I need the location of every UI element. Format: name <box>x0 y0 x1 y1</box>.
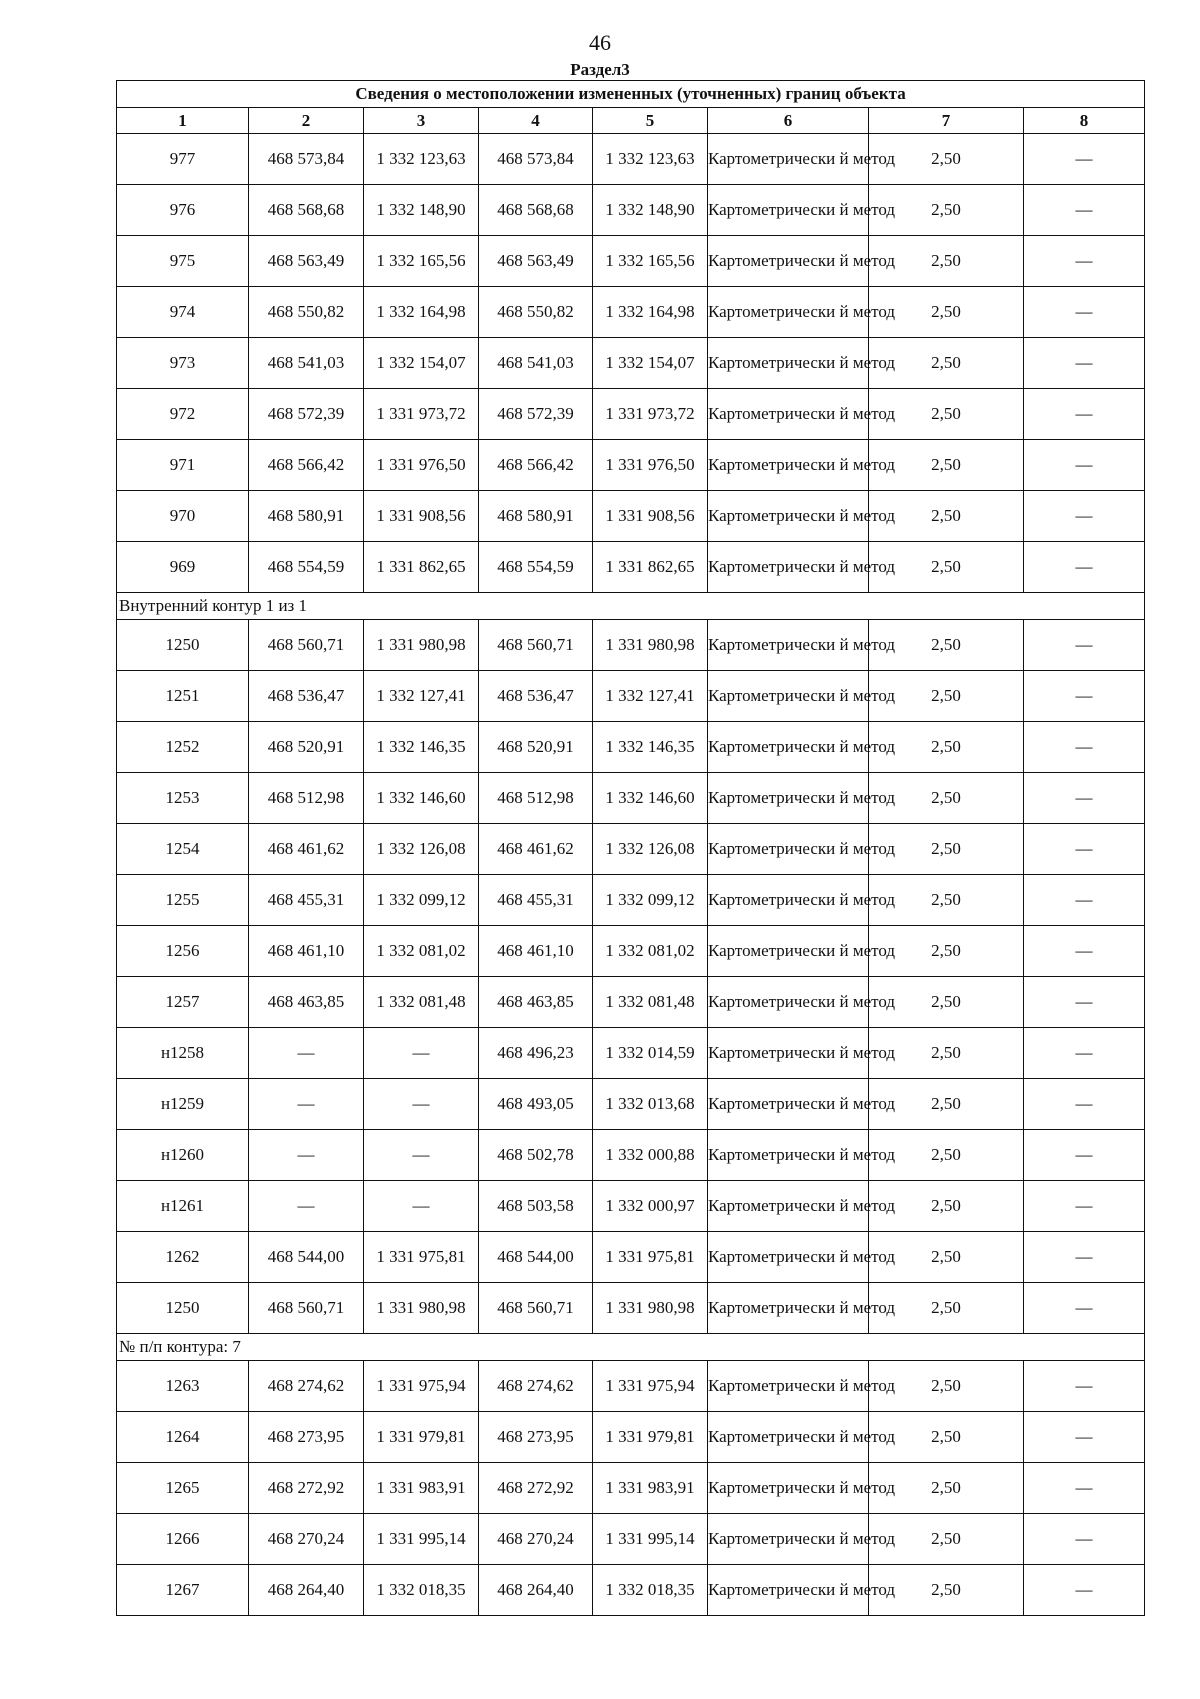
point-number-cell: 1264 <box>117 1412 249 1463</box>
existing-y-cell: — <box>364 1028 479 1079</box>
new-x-cell: 468 274,62 <box>479 1361 593 1412</box>
point-number-cell: 972 <box>117 389 249 440</box>
method-cell: Картометрически й метод <box>708 185 869 236</box>
existing-x-cell: — <box>249 1028 364 1079</box>
contour-label-row <box>117 593 1145 620</box>
existing-y-cell: 1 331 975,94 <box>364 1361 479 1412</box>
new-y-cell: 1 331 980,98 <box>593 1283 708 1334</box>
description-cell: — <box>1024 338 1145 389</box>
table-row <box>117 236 1145 287</box>
point-number-cell: 1265 <box>117 1463 249 1514</box>
method-cell: Картометрически й метод <box>708 1565 869 1616</box>
existing-x-cell: 468 270,24 <box>249 1514 364 1565</box>
existing-x-cell: 468 520,91 <box>249 722 364 773</box>
existing-x-cell: 468 554,59 <box>249 542 364 593</box>
table-row <box>117 1232 1145 1283</box>
method-cell: Картометрически й метод <box>708 1130 869 1181</box>
table-row <box>117 389 1145 440</box>
existing-y-cell: 1 332 123,63 <box>364 134 479 185</box>
table-row <box>117 773 1145 824</box>
new-x-cell: 468 572,39 <box>479 389 593 440</box>
new-y-cell: 1 332 013,68 <box>593 1079 708 1130</box>
new-y-cell: 1 332 081,02 <box>593 926 708 977</box>
method-cell: Картометрически й метод <box>708 1361 869 1412</box>
point-number-cell: 1253 <box>117 773 249 824</box>
method-cell: Картометрически й метод <box>708 1028 869 1079</box>
point-number-cell: 969 <box>117 542 249 593</box>
column-header: 6 <box>708 108 869 134</box>
table-row <box>117 1283 1145 1334</box>
existing-y-cell: 1 332 126,08 <box>364 824 479 875</box>
point-number-cell: 1250 <box>117 1283 249 1334</box>
table-row <box>117 134 1145 185</box>
description-cell: — <box>1024 1361 1145 1412</box>
new-y-cell: 1 331 983,91 <box>593 1463 708 1514</box>
method-cell: Картометрически й метод <box>708 620 869 671</box>
method-cell: Картометрически й метод <box>708 389 869 440</box>
accuracy-cell: 2,50 <box>869 1412 1024 1463</box>
accuracy-cell: 2,50 <box>869 491 1024 542</box>
point-number-cell: 1255 <box>117 875 249 926</box>
contour-label: Внутренний контур 1 из 1 <box>117 593 1145 620</box>
accuracy-cell: 2,50 <box>869 1232 1024 1283</box>
description-cell: — <box>1024 824 1145 875</box>
table-body <box>117 134 1145 1616</box>
point-number-cell: 1250 <box>117 620 249 671</box>
new-x-cell: 468 554,59 <box>479 542 593 593</box>
table-row <box>117 491 1145 542</box>
existing-x-cell: 468 580,91 <box>249 491 364 542</box>
accuracy-cell: 2,50 <box>869 824 1024 875</box>
new-y-cell: 1 331 862,65 <box>593 542 708 593</box>
existing-y-cell: 1 332 164,98 <box>364 287 479 338</box>
description-cell: — <box>1024 440 1145 491</box>
point-number-cell: 977 <box>117 134 249 185</box>
accuracy-cell: 2,50 <box>869 134 1024 185</box>
point-number-cell: 971 <box>117 440 249 491</box>
description-cell: — <box>1024 542 1145 593</box>
table-row <box>117 287 1145 338</box>
table-row <box>117 1565 1145 1616</box>
new-y-cell: 1 332 148,90 <box>593 185 708 236</box>
table-row <box>117 338 1145 389</box>
description-cell: — <box>1024 875 1145 926</box>
column-header: 1 <box>117 108 249 134</box>
accuracy-cell: 2,50 <box>869 620 1024 671</box>
new-y-cell: 1 332 000,88 <box>593 1130 708 1181</box>
existing-y-cell: 1 332 127,41 <box>364 671 479 722</box>
existing-y-cell: 1 331 862,65 <box>364 542 479 593</box>
new-x-cell: 468 568,68 <box>479 185 593 236</box>
existing-y-cell: — <box>364 1181 479 1232</box>
accuracy-cell: 2,50 <box>869 1181 1024 1232</box>
new-y-cell: 1 331 979,81 <box>593 1412 708 1463</box>
method-cell: Картометрически й метод <box>708 287 869 338</box>
table-row <box>117 1361 1145 1412</box>
existing-y-cell: 1 331 980,98 <box>364 1283 479 1334</box>
column-header: 7 <box>869 108 1024 134</box>
existing-y-cell: 1 331 908,56 <box>364 491 479 542</box>
existing-y-cell: 1 332 146,60 <box>364 773 479 824</box>
new-y-cell: 1 332 123,63 <box>593 134 708 185</box>
new-y-cell: 1 332 165,56 <box>593 236 708 287</box>
new-x-cell: 468 272,92 <box>479 1463 593 1514</box>
existing-x-cell: 468 273,95 <box>249 1412 364 1463</box>
accuracy-cell: 2,50 <box>869 1283 1024 1334</box>
existing-x-cell: 468 264,40 <box>249 1565 364 1616</box>
existing-x-cell: 468 560,71 <box>249 620 364 671</box>
accuracy-cell: 2,50 <box>869 1079 1024 1130</box>
existing-y-cell: — <box>364 1130 479 1181</box>
new-x-cell: 468 573,84 <box>479 134 593 185</box>
new-x-cell: 468 512,98 <box>479 773 593 824</box>
table-header-row <box>117 108 1145 134</box>
point-number-cell: н1261 <box>117 1181 249 1232</box>
method-cell: Картометрически й метод <box>708 824 869 875</box>
method-cell: Картометрически й метод <box>708 1514 869 1565</box>
column-header: 3 <box>364 108 479 134</box>
point-number-cell: 1254 <box>117 824 249 875</box>
description-cell: — <box>1024 1130 1145 1181</box>
accuracy-cell: 2,50 <box>869 236 1024 287</box>
accuracy-cell: 2,50 <box>869 977 1024 1028</box>
new-x-cell: 468 544,00 <box>479 1232 593 1283</box>
table-row <box>117 671 1145 722</box>
existing-y-cell: 1 331 975,81 <box>364 1232 479 1283</box>
existing-x-cell: 468 568,68 <box>249 185 364 236</box>
existing-y-cell: — <box>364 1079 479 1130</box>
existing-x-cell: 468 461,10 <box>249 926 364 977</box>
existing-x-cell: 468 550,82 <box>249 287 364 338</box>
existing-y-cell: 1 332 081,02 <box>364 926 479 977</box>
method-cell: Картометрически й метод <box>708 875 869 926</box>
description-cell: — <box>1024 977 1145 1028</box>
description-cell: — <box>1024 1565 1145 1616</box>
method-cell: Картометрически й метод <box>708 1283 869 1334</box>
accuracy-cell: 2,50 <box>869 440 1024 491</box>
description-cell: — <box>1024 773 1145 824</box>
existing-x-cell: — <box>249 1181 364 1232</box>
new-x-cell: 468 566,42 <box>479 440 593 491</box>
contour-label: № п/п контура: 7 <box>117 1334 1145 1361</box>
description-cell: — <box>1024 1232 1145 1283</box>
new-x-cell: 468 463,85 <box>479 977 593 1028</box>
existing-x-cell: 468 573,84 <box>249 134 364 185</box>
method-cell: Картометрически й метод <box>708 338 869 389</box>
existing-x-cell: 468 544,00 <box>249 1232 364 1283</box>
new-y-cell: 1 332 000,97 <box>593 1181 708 1232</box>
description-cell: — <box>1024 926 1145 977</box>
existing-x-cell: 468 272,92 <box>249 1463 364 1514</box>
description-cell: — <box>1024 1412 1145 1463</box>
new-x-cell: 468 520,91 <box>479 722 593 773</box>
accuracy-cell: 2,50 <box>869 1361 1024 1412</box>
point-number-cell: 1252 <box>117 722 249 773</box>
table-row <box>117 1079 1145 1130</box>
method-cell: Картометрически й метод <box>708 542 869 593</box>
existing-y-cell: 1 331 983,91 <box>364 1463 479 1514</box>
new-y-cell: 1 331 975,81 <box>593 1232 708 1283</box>
table-row <box>117 440 1145 491</box>
table-row <box>117 1514 1145 1565</box>
table-row <box>117 1130 1145 1181</box>
new-y-cell: 1 332 081,48 <box>593 977 708 1028</box>
new-y-cell: 1 332 126,08 <box>593 824 708 875</box>
existing-x-cell: 468 461,62 <box>249 824 364 875</box>
existing-x-cell: 468 541,03 <box>249 338 364 389</box>
existing-x-cell: — <box>249 1130 364 1181</box>
point-number-cell: 1263 <box>117 1361 249 1412</box>
method-cell: Картометрически й метод <box>708 440 869 491</box>
accuracy-cell: 2,50 <box>869 1130 1024 1181</box>
method-cell: Картометрически й метод <box>708 671 869 722</box>
existing-y-cell: 1 332 146,35 <box>364 722 479 773</box>
existing-y-cell: 1 331 995,14 <box>364 1514 479 1565</box>
accuracy-cell: 2,50 <box>869 722 1024 773</box>
method-cell: Картометрически й метод <box>708 773 869 824</box>
table-row <box>117 1028 1145 1079</box>
column-header: 8 <box>1024 108 1145 134</box>
table-row <box>117 1463 1145 1514</box>
point-number-cell: 1266 <box>117 1514 249 1565</box>
method-cell: Картометрически й метод <box>708 722 869 773</box>
existing-y-cell: 1 331 973,72 <box>364 389 479 440</box>
existing-x-cell: 468 274,62 <box>249 1361 364 1412</box>
new-y-cell: 1 331 975,94 <box>593 1361 708 1412</box>
new-y-cell: 1 332 127,41 <box>593 671 708 722</box>
existing-x-cell: 468 512,98 <box>249 773 364 824</box>
point-number-cell: н1258 <box>117 1028 249 1079</box>
description-cell: — <box>1024 1514 1145 1565</box>
accuracy-cell: 2,50 <box>869 1565 1024 1616</box>
new-y-cell: 1 331 976,50 <box>593 440 708 491</box>
new-x-cell: 468 270,24 <box>479 1514 593 1565</box>
description-cell: — <box>1024 185 1145 236</box>
page-number: 46 <box>589 30 611 55</box>
existing-y-cell: 1 332 154,07 <box>364 338 479 389</box>
point-number-cell: 1256 <box>117 926 249 977</box>
point-number-cell: н1259 <box>117 1079 249 1130</box>
point-number-cell: 975 <box>117 236 249 287</box>
accuracy-cell: 2,50 <box>869 773 1024 824</box>
new-x-cell: 468 496,23 <box>479 1028 593 1079</box>
accuracy-cell: 2,50 <box>869 926 1024 977</box>
existing-x-cell: 468 463,85 <box>249 977 364 1028</box>
new-x-cell: 468 493,05 <box>479 1079 593 1130</box>
existing-y-cell: 1 332 099,12 <box>364 875 479 926</box>
description-cell: — <box>1024 491 1145 542</box>
point-number-cell: 973 <box>117 338 249 389</box>
existing-y-cell: 1 331 979,81 <box>364 1412 479 1463</box>
new-x-cell: 468 502,78 <box>479 1130 593 1181</box>
new-x-cell: 468 541,03 <box>479 338 593 389</box>
new-x-cell: 468 273,95 <box>479 1412 593 1463</box>
new-x-cell: 468 455,31 <box>479 875 593 926</box>
method-cell: Картометрически й метод <box>708 1232 869 1283</box>
new-y-cell: 1 331 980,98 <box>593 620 708 671</box>
description-cell: — <box>1024 671 1145 722</box>
accuracy-cell: 2,50 <box>869 542 1024 593</box>
description-cell: — <box>1024 1181 1145 1232</box>
description-cell: — <box>1024 620 1145 671</box>
method-cell: Картометрически й метод <box>708 1412 869 1463</box>
description-cell: — <box>1024 236 1145 287</box>
method-cell: Картометрически й метод <box>708 134 869 185</box>
table-row <box>117 824 1145 875</box>
contour-label-row <box>117 1334 1145 1361</box>
point-number-cell: 1257 <box>117 977 249 1028</box>
table-row <box>117 1181 1145 1232</box>
existing-x-cell: 468 455,31 <box>249 875 364 926</box>
accuracy-cell: 2,50 <box>869 338 1024 389</box>
point-number-cell: н1260 <box>117 1130 249 1181</box>
new-y-cell: 1 331 908,56 <box>593 491 708 542</box>
description-cell: — <box>1024 1079 1145 1130</box>
accuracy-cell: 2,50 <box>869 1028 1024 1079</box>
method-cell: Картометрически й метод <box>708 977 869 1028</box>
existing-x-cell: 468 563,49 <box>249 236 364 287</box>
boundary-coordinates-table <box>116 80 1145 1616</box>
existing-y-cell: 1 331 976,50 <box>364 440 479 491</box>
accuracy-cell: 2,50 <box>869 287 1024 338</box>
description-cell: — <box>1024 1028 1145 1079</box>
existing-y-cell: 1 331 980,98 <box>364 620 479 671</box>
table-row <box>117 926 1145 977</box>
new-x-cell: 468 536,47 <box>479 671 593 722</box>
section-title: Раздел3 <box>570 60 630 79</box>
table-row <box>117 542 1145 593</box>
method-cell: Картометрически й метод <box>708 1463 869 1514</box>
existing-x-cell: 468 560,71 <box>249 1283 364 1334</box>
method-cell: Картометрически й метод <box>708 926 869 977</box>
point-number-cell: 974 <box>117 287 249 338</box>
new-x-cell: 468 560,71 <box>479 620 593 671</box>
table-row <box>117 722 1145 773</box>
point-number-cell: 1251 <box>117 671 249 722</box>
existing-x-cell: 468 566,42 <box>249 440 364 491</box>
column-header: 5 <box>593 108 708 134</box>
point-number-cell: 1262 <box>117 1232 249 1283</box>
description-cell: — <box>1024 722 1145 773</box>
new-y-cell: 1 332 018,35 <box>593 1565 708 1616</box>
new-x-cell: 468 461,10 <box>479 926 593 977</box>
existing-y-cell: 1 332 165,56 <box>364 236 479 287</box>
new-x-cell: 468 563,49 <box>479 236 593 287</box>
table-row <box>117 185 1145 236</box>
description-cell: — <box>1024 134 1145 185</box>
accuracy-cell: 2,50 <box>869 1463 1024 1514</box>
new-x-cell: 468 503,58 <box>479 1181 593 1232</box>
new-y-cell: 1 332 146,35 <box>593 722 708 773</box>
existing-y-cell: 1 332 081,48 <box>364 977 479 1028</box>
new-y-cell: 1 332 154,07 <box>593 338 708 389</box>
table-row <box>117 977 1145 1028</box>
description-cell: — <box>1024 1463 1145 1514</box>
accuracy-cell: 2,50 <box>869 185 1024 236</box>
method-cell: Картометрически й метод <box>708 491 869 542</box>
table-row <box>117 875 1145 926</box>
accuracy-cell: 2,50 <box>869 875 1024 926</box>
point-number-cell: 1267 <box>117 1565 249 1616</box>
new-y-cell: 1 332 099,12 <box>593 875 708 926</box>
accuracy-cell: 2,50 <box>869 1514 1024 1565</box>
accuracy-cell: 2,50 <box>869 671 1024 722</box>
table-row <box>117 1412 1145 1463</box>
table-caption: Сведения о местоположении измененных (уточненных) границ объекта <box>117 81 1145 108</box>
existing-x-cell: — <box>249 1079 364 1130</box>
point-number-cell: 970 <box>117 491 249 542</box>
new-x-cell: 468 580,91 <box>479 491 593 542</box>
method-cell: Картометрически й метод <box>708 1079 869 1130</box>
method-cell: Картометрически й метод <box>708 236 869 287</box>
description-cell: — <box>1024 287 1145 338</box>
existing-y-cell: 1 332 148,90 <box>364 185 479 236</box>
description-cell: — <box>1024 389 1145 440</box>
new-y-cell: 1 332 146,60 <box>593 773 708 824</box>
new-x-cell: 468 550,82 <box>479 287 593 338</box>
new-y-cell: 1 332 014,59 <box>593 1028 708 1079</box>
table-row <box>117 620 1145 671</box>
new-x-cell: 468 461,62 <box>479 824 593 875</box>
table-caption-row <box>117 81 1145 108</box>
new-x-cell: 468 264,40 <box>479 1565 593 1616</box>
column-header: 4 <box>479 108 593 134</box>
accuracy-cell: 2,50 <box>869 389 1024 440</box>
new-y-cell: 1 332 164,98 <box>593 287 708 338</box>
method-cell: Картометрически й метод <box>708 1181 869 1232</box>
description-cell: — <box>1024 1283 1145 1334</box>
column-header: 2 <box>249 108 364 134</box>
new-x-cell: 468 560,71 <box>479 1283 593 1334</box>
existing-x-cell: 468 536,47 <box>249 671 364 722</box>
point-number-cell: 976 <box>117 185 249 236</box>
new-y-cell: 1 331 973,72 <box>593 389 708 440</box>
existing-y-cell: 1 332 018,35 <box>364 1565 479 1616</box>
new-y-cell: 1 331 995,14 <box>593 1514 708 1565</box>
existing-x-cell: 468 572,39 <box>249 389 364 440</box>
